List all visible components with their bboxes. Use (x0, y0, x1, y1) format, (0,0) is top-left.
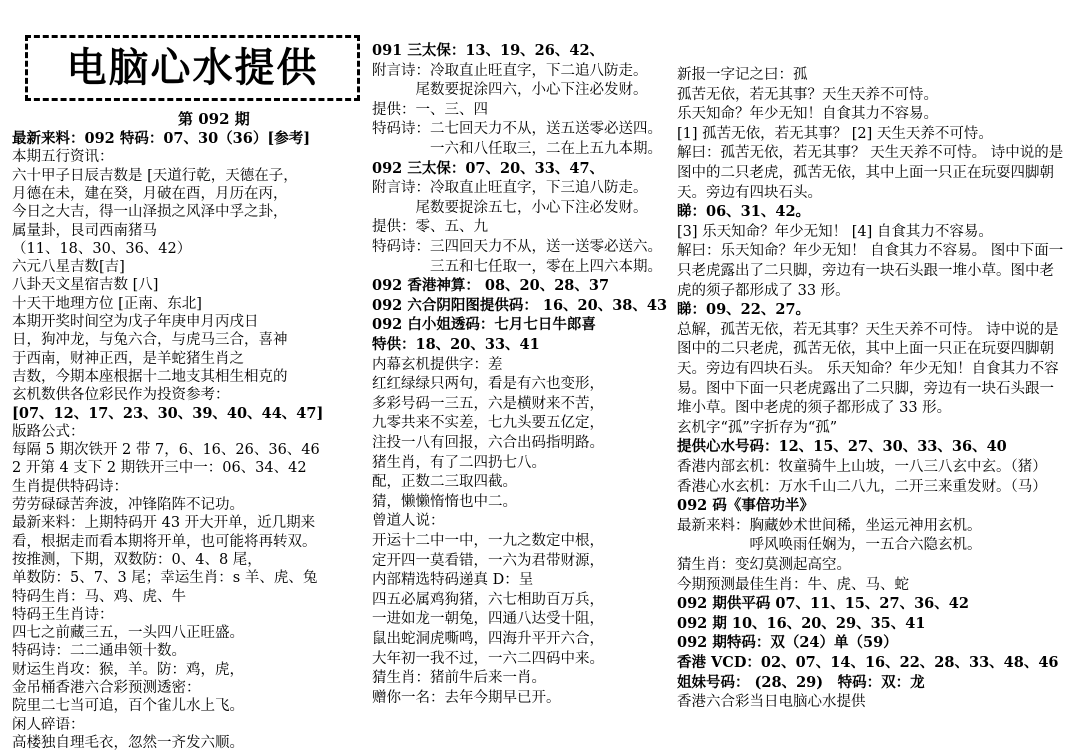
col3-line: 天。旁边有四块石头。 (677, 184, 822, 201)
col3-line: 猜生肖：变幻莫测起高空。 (677, 557, 851, 573)
col3-line: [3] 乐天知命？年少无知！ [4] 自食其力不容易。 (677, 223, 993, 240)
col1-line: 八卦天文星宿吉数 [八] (12, 277, 159, 294)
col2-line: 赠你一名：去年今期早已开。 (372, 689, 561, 706)
col3-line: 图中的二只老虎，孤苦无依，其中上面一只正在玩耍四脚朝 (677, 341, 1054, 358)
col1-line: 特码诗：二二通串领十数。 (12, 643, 186, 660)
col2-line: 四五必属鸡狗猪，六七相助百万兵， (372, 591, 604, 608)
col1-line: [07、12、17、23、30、39、40、44、47] (12, 404, 324, 422)
col3-line: 玄机字“孤”字折存为“孤” (677, 419, 838, 436)
col2-line: 配，正数二三取四截。 (372, 474, 517, 491)
col2-line: 尾数要捉涂五七，小心下注必发财。 (372, 199, 648, 216)
col1-line: 单数防：5、7、3 尾；幸运生肖：s 羊、虎、兔 (12, 570, 318, 587)
col2-line: 开运十二中一中，一九之数定中根， (372, 533, 604, 549)
col3-line: 香港 VCD：02、07、14、16、22、28、33、48、46 (677, 654, 1059, 671)
col3-line: 易。图中下面一只老虎露出了二只脚，旁边有一块石头跟一 (677, 380, 1054, 397)
col1-line: 按推测，下期，双数防：0、4、8 尾， (12, 551, 262, 568)
col2-line: 曾道人说： (372, 513, 445, 530)
col2-line: 红红绿绿只两句，看是有六也变形， (372, 376, 604, 393)
col1-line: 六元八星吉数[吉] (12, 259, 125, 276)
col3-line: 解曰：乐天知命？年少无知！ 自食其力不容易。 图中下面一 (677, 243, 1064, 260)
col1-line: 十天干地理方位 [正南、东北] (12, 295, 202, 312)
col1-line: 特码王生肖诗： (12, 606, 114, 623)
col3-line: 图中的二只老虎，孤苦无依，其中上面一只正在玩耍四脚朝 (677, 165, 1054, 181)
col2-line: 内幕玄机提供字：差 (372, 356, 503, 373)
col2-line: 鼠出蛇洞虎嘶鸣，四海升平开六合， (372, 631, 604, 647)
col2-line: 附言诗：冷取直止旺直字，下二追八防走。 (372, 62, 648, 79)
col3-line: 香港六合彩当日电脑心水提供 (677, 694, 866, 711)
col3-line: 解曰：孤苦无依，若无其事？ 天生天养不可恃。 诗中说的是 (677, 145, 1064, 162)
title-box (25, 35, 360, 101)
col2-line: 092 六合阴阳图提供码： 16、20、38、43 (372, 296, 668, 314)
col2-line: 多彩号码一三五，六是横财来不苦， (372, 395, 604, 412)
col2-line: 猪生肖，有了二四扔七八。 (372, 454, 546, 471)
col2-line: 附言诗：冷取直止旺直字，下三追八防走。 (372, 180, 648, 197)
col3-line: [1] 孤苦无依，若无其事？ [2] 天生天养不可恃。 (677, 125, 993, 142)
col1-line: 生肖提供特码诗： (12, 478, 128, 495)
col2-line: 提供：一、三、四 (372, 101, 488, 118)
col3-line: 最新来料：胸藏妙术世间稀，坐运元神用玄机。 (677, 517, 982, 534)
col3-line: 睇：06、31、42。 (677, 203, 811, 221)
col1-line: 最新来料：092 特码：07、30（36）[参考] (12, 130, 311, 147)
col1-line: 吉数，今期本座根据十二地支其相生相克的 (12, 368, 288, 385)
col3-line: 天。旁边有四块石头。 乐天知命？年少无知！自食其力不容 (677, 361, 1059, 377)
col1-line: 属量卦，艮司西南猪马 (12, 222, 157, 239)
col1-line: 院里二七当可追，百个雀儿水上飞。 (12, 698, 244, 715)
col1-line: 高楼独自理毛衣，忽然一齐发六顺。 (12, 734, 244, 751)
col3-line: 新报一字记之曰：孤 (677, 67, 808, 83)
col1-line: 金吊桶香港六合彩预测透密： (12, 680, 201, 696)
col3-line: 香港心水玄机：万水千山二八九，二开三来重发财。（马） (677, 478, 1047, 495)
col2-line: 定开四一莫看错，一六为君带财源， (372, 552, 604, 569)
issue-number: 第 092 期 (178, 110, 250, 128)
col3-line: 只老虎露出了二只脚，旁边有一块石头跟一堆小草。图中老 (677, 263, 1054, 279)
col2-line: 092 香港神算： 08、20、28、37 (372, 277, 610, 295)
col3-line: 孤苦无依，若无其事？天生天养不可恃。 (677, 86, 938, 103)
col2-line: 特码诗：二七回天力不从，送五送零必送四。 (372, 121, 662, 138)
col3-line: 总解，孤苦无依，若无其事？天生天养不可恃。 诗中说的是 (677, 321, 1059, 338)
col1-line: 今日之大吉，得一山泽损之风泽中孚之卦， (12, 204, 288, 221)
col2-line: 注投一八有回报，六合出码指明路。 (372, 435, 604, 451)
col3-line: 092 码《事倍功半》 (677, 497, 814, 515)
col3-line: 睇：09、22、27。 (677, 301, 811, 319)
col2-line: 内部精选特码递真 D：呈 (372, 572, 534, 589)
col2-line: 大年初一我不过，一六二四码中来。 (372, 650, 604, 667)
col2-line: 092 白小姐透码：七月七日牛郎喜 (372, 316, 596, 334)
col2-line: 一进如龙一朝兔，四通八达受十阻， (372, 611, 604, 628)
col3-line: 呼风唤雨任娴为，一五合六隐玄机。 (677, 537, 982, 554)
col3-line: 姐妹号码： (28、29) 特码：双：龙 (677, 673, 925, 691)
col3-line: 092 期特码：双（24）单（59） (677, 634, 898, 652)
col1-line: 2 开第 4 支下 2 期铁开三中一：06、34、42 (12, 460, 307, 477)
col2-line: 一六和八任取三，二在上五九本期。 (372, 141, 662, 157)
col1-line: 每隔 5 期次铁开 2 带 7，6、16、26、36、46 (12, 442, 320, 459)
col1-line: 劳劳碌碌苦奔波，冲锋陷阵不记功。 (12, 497, 244, 513)
col2-line: 猜生肖：猪前牛后来一肖。 (372, 670, 546, 687)
col1-line: 本期五行资讯： (12, 149, 114, 166)
col3-line: 092 期供平码 07、11、15、27、36、42 (677, 595, 969, 613)
page-title: 电脑心水提供 (66, 45, 319, 91)
col2-line: 九零共来不实差，七九头要五亿定， (372, 415, 604, 432)
col1-line: 月德在未，建在癸，月破在酉，月历在丙， (12, 185, 288, 202)
col1-line: 版路公式： (12, 423, 85, 440)
col1-line: 六十甲子日辰吉数是 [天道行乾，天德在子， (12, 167, 298, 184)
col1-line: 特码生肖：马、鸡、虎、牛 (12, 588, 186, 605)
col3-line: 虎的须子都形成了 33 形。 (677, 282, 850, 299)
col1-line: 四七之前藏三五，一头四八正旺盛。 (12, 625, 244, 642)
col2-line: 猜，懒懒惰惰也中二。 (372, 493, 517, 510)
col2-line: 特码诗：三四回天力不从，送一送零必送六。 (372, 239, 662, 255)
col2-line: 092 三太保：07、20、33、47、 (372, 159, 605, 177)
col1-line: 看，根据走而看本期将开单，也可能将再转双。 (12, 533, 317, 550)
col1-line: 财运生肖攻：猴，羊。防：鸡，虎， (12, 661, 244, 678)
col1-line: 日，狗冲龙，与兔六合，与虎马三合，喜神 (12, 332, 288, 349)
col1-line: 于西南，财神正西，是羊蛇猪生肖之 (12, 350, 244, 367)
col3-line: 乐天知命？年少无知！自食其力不容易。 (677, 106, 938, 123)
col1-line: 闲人碎语： (12, 716, 85, 733)
col3-line: 092 期 10、16、20、29、35、41 (677, 614, 926, 632)
col3-line: 香港内部玄机：牧童骑牛上山坡，一八三八玄中玄。（猪） (677, 459, 1047, 475)
col3-line: 堆小草。图中老虎的须子都形成了 33 形。 (677, 400, 952, 417)
col2-line: 提供：零、五、九 (372, 219, 488, 236)
col2-line: 三五和七任取一，零在上四六本期。 (372, 258, 662, 275)
col2-line: 091 三太保：13、19、26、42、 (372, 42, 605, 59)
col2-line: 特供：18、20、33、41 (372, 336, 540, 353)
col3-line: 今期预测最佳生肖：牛、虎、马、蛇 (677, 576, 909, 593)
col1-line: 最新来料：上期特码开 43 开大开单，近几期来 (12, 515, 316, 532)
col1-line: 本期开奖时间空为戊子年庚申月丙戌日 (12, 314, 259, 330)
col1-line: 玄机数供各位彩民作为投资参考： (12, 387, 230, 404)
col2-line: 尾数要捉涂四六，小心下注必发财。 (372, 82, 648, 99)
col3-line: 提供心水号码：12、15、27、30、33、36、40 (677, 438, 1007, 456)
col1-line: （11、18、30、36、42） (12, 240, 192, 257)
